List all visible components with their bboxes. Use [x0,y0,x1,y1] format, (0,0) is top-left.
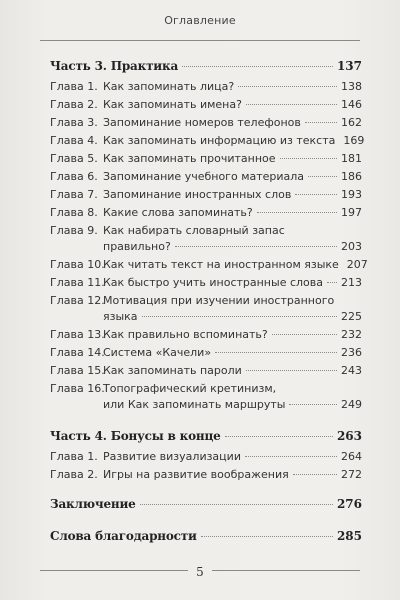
leader-dots [215,352,337,353]
toc-chapter[interactable] [50,346,362,359]
chapter-number: Глава 2. [50,98,98,111]
page-ref: 138 [341,80,362,93]
page-ref: 186 [341,170,362,183]
page-ref: 263 [336,429,362,443]
leader-dots [293,474,337,475]
toc-chapter[interactable] [50,188,362,201]
leader-dots [140,504,333,505]
page-ref: 272 [341,468,362,481]
toc-chapter[interactable] [50,382,362,395]
chapter-number: Глава 8. [50,206,98,219]
chapter-number: Глава 13. [50,328,105,341]
chapter-title: Как запоминать лица? [103,80,235,93]
page-ref: 193 [341,188,362,201]
toc-chapter[interactable] [50,116,362,129]
chapter-number: Глава 4. [50,134,98,147]
part-title: Часть 3. Практика [50,59,179,73]
leader-dots [182,66,333,67]
page-ref: 207 [346,258,368,271]
toc-conclusion[interactable] [50,498,362,511]
page-ref: 203 [341,240,362,253]
page-ref: 232 [341,328,362,341]
chapter-number: Глава 16. [50,382,105,395]
chapter-title: Запоминание иностранных слов [103,188,292,201]
leader-dots [142,316,337,317]
page-ref: 276 [336,497,362,511]
leader-dots [238,86,337,87]
leader-dots [246,370,337,371]
toc-chapter[interactable] [50,468,362,481]
chapter-number: Глава 2. [50,468,98,481]
chapter-title: Запоминание учебного материала [103,170,305,183]
page-ref: 169 [343,134,365,147]
chapter-number: Глава 10. [50,258,105,271]
leader-dots [295,194,337,195]
chapter-title: Как запоминать пароли [103,364,242,377]
chapter-number: Глава 5. [50,152,98,165]
chapter-number: Глава 9. [50,224,98,237]
toc-chapter[interactable] [50,170,362,183]
toc-chapter-continuation[interactable] [103,240,362,253]
chapter-title: Как запоминать информацию из текста [103,134,336,147]
chapter-number: Глава 1. [50,450,98,463]
toc-chapter-continuation[interactable] [103,398,362,411]
toc-chapter[interactable] [50,258,368,271]
chapter-title-line2: правильно? [103,240,171,253]
toc-chapter[interactable] [50,224,362,237]
toc-chapter[interactable] [50,206,362,219]
page-ref: 225 [341,310,362,323]
chapter-title: Топографический кретинизм, [103,382,277,395]
chapter-title: Развитие визуализации [103,450,241,463]
page-number [0,565,400,579]
page-ref: 249 [341,398,362,411]
chapter-number: Глава 12. [50,294,105,307]
page-number-text: 5 [188,565,212,579]
page-ref: 137 [336,59,362,73]
leader-dots [245,456,337,457]
toc-chapter[interactable] [50,294,362,307]
section-title: Слова благодарности [50,529,197,543]
page-ref: 181 [341,152,362,165]
chapter-title: Какие слова запоминать? [103,206,253,219]
chapter-title: Как запоминать имена? [103,98,242,111]
chapter-title: Как быстро учить иностранные слова [103,276,323,289]
chapter-number: Глава 14. [50,346,105,359]
page-ref: 162 [341,116,362,129]
toc-chapter[interactable] [50,152,362,165]
toc-chapter[interactable] [50,328,362,341]
chapter-number: Глава 3. [50,116,98,129]
chapter-number: Глава 15. [50,364,105,377]
toc-chapter[interactable] [50,276,362,289]
chapter-number: Глава 1. [50,80,98,93]
chapter-title: Как набирать словарный запас [103,224,285,237]
page-ref: 146 [341,98,362,111]
chapter-title: Как запоминать прочитанное [103,152,276,165]
running-header: Оглавление [164,14,236,27]
section-title: Заключение [50,497,136,511]
part-title: Часть 4. Бонусы в конце [50,429,221,443]
top-rule [40,40,360,41]
toc-chapter[interactable] [50,80,362,93]
toc-chapter[interactable] [50,134,365,147]
page-ref: 213 [341,276,362,289]
toc-part-4[interactable] [50,430,362,443]
page-ref: 264 [341,450,362,463]
chapter-title: Как читать текст на иностранном языке [103,258,339,271]
toc-chapter[interactable] [50,450,362,463]
chapter-title: Система «Качели» [103,346,212,359]
leader-dots [305,122,337,123]
leader-dots [280,158,337,159]
leader-dots [225,436,333,437]
leader-dots [327,282,337,283]
chapter-title-line2: языка [103,310,138,323]
leader-dots [257,212,337,213]
leader-dots [175,246,337,247]
chapter-number: Глава 7. [50,188,98,201]
leader-dots [201,536,333,537]
toc-part-3[interactable] [50,60,362,73]
chapter-title-line2: или Как запоминать маршруты [103,398,286,411]
toc-acknowledgements[interactable] [50,530,362,543]
page-ref: 197 [341,206,362,219]
leader-dots [246,104,337,105]
page-ref: 285 [336,529,362,543]
leader-dots [308,176,337,177]
leader-dots [289,404,337,405]
leader-dots [272,334,337,335]
chapter-title: Игры на развитие воображения [103,468,289,481]
toc-chapter[interactable] [50,98,362,111]
toc-chapter-continuation[interactable] [103,310,362,323]
page-ref: 243 [341,364,362,377]
chapter-number: Глава 6. [50,170,98,183]
chapter-title: Как правильно вспоминать? [103,328,268,341]
page-ref: 236 [341,346,362,359]
chapter-title: Мотивация при изучении иностранного [103,294,335,307]
toc-chapter[interactable] [50,364,362,377]
chapter-number: Глава 11. [50,276,105,289]
chapter-title: Запоминание номеров телефонов [103,116,301,129]
